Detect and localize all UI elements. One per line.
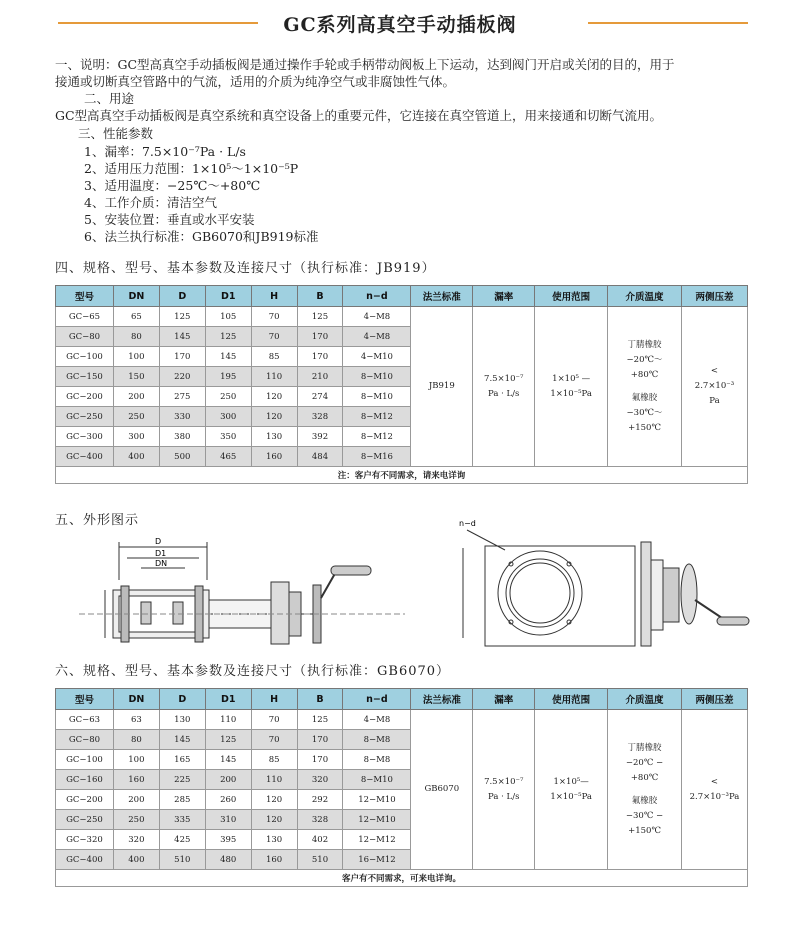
table-cell: 260 xyxy=(205,790,251,810)
table-cell: GC−63 xyxy=(56,710,114,730)
section-4-heading: 四、规格、型号、基本参数及连接尺寸（执行标准：JB919） xyxy=(55,261,436,276)
column-header: D xyxy=(159,689,205,710)
table-cell: 350 xyxy=(205,427,251,447)
intro-heading-3: 三、性能参数 xyxy=(78,126,154,141)
table-cell: 310 xyxy=(205,810,251,830)
column-header: DN xyxy=(113,286,159,307)
table-cell: 292 xyxy=(297,790,343,810)
table-note-row xyxy=(56,467,748,484)
temperature-cell xyxy=(608,307,682,467)
table-cell: 8−M10 xyxy=(343,770,411,790)
table-cell: 110 xyxy=(251,770,297,790)
table-header-row xyxy=(56,689,748,710)
table-note: 注：客户有不同需求，请来电详询 xyxy=(56,467,748,484)
cell-text: 7.5×10⁻⁷ xyxy=(484,776,524,787)
column-header: 漏率 xyxy=(473,689,535,710)
pressure-range-cell xyxy=(535,710,608,870)
column-header: 法兰标准 xyxy=(411,689,473,710)
column-header: 两侧压差 xyxy=(681,689,747,710)
table-cell: 425 xyxy=(159,830,205,850)
table-cell: 465 xyxy=(205,447,251,467)
cell-text: 丁腈橡胶 xyxy=(627,339,662,350)
column-header: D1 xyxy=(205,689,251,710)
table-cell: 70 xyxy=(251,710,297,730)
table-cell: 120 xyxy=(251,810,297,830)
cell-text: Pa · L/s xyxy=(488,388,520,399)
table-cell: 100 xyxy=(113,347,159,367)
table-cell: GC−80 xyxy=(56,730,114,750)
table-cell: GC−65 xyxy=(56,307,114,327)
table-cell: 130 xyxy=(159,710,205,730)
table-cell: GC−100 xyxy=(56,750,114,770)
flange-cell xyxy=(411,307,473,467)
table-cell: GC−320 xyxy=(56,830,114,850)
table-cell: 328 xyxy=(297,407,343,427)
table-cell: 300 xyxy=(113,427,159,447)
cell-text: 1×10⁻⁵Pa xyxy=(550,791,592,802)
table-cell: 125 xyxy=(205,730,251,750)
table-cell: 150 xyxy=(113,367,159,387)
table-cell: 250 xyxy=(205,387,251,407)
table-cell: 320 xyxy=(297,770,343,790)
table-cell: 484 xyxy=(297,447,343,467)
cell-text: 7.5×10⁻⁷ xyxy=(484,373,524,384)
table-cell: 170 xyxy=(297,730,343,750)
dim-label-d1: D1 xyxy=(155,549,167,558)
cell-text: Pa · L/s xyxy=(488,791,520,802)
table-cell: 12−M10 xyxy=(343,810,411,830)
table-cell: 275 xyxy=(159,387,205,407)
table-cell: 65 xyxy=(113,307,159,327)
spec-table-gb6070 xyxy=(55,688,748,887)
table-cell: GC−300 xyxy=(56,427,114,447)
column-header: H xyxy=(251,689,297,710)
table-cell: 8−M10 xyxy=(343,387,411,407)
table-cell: 500 xyxy=(159,447,205,467)
column-header: H xyxy=(251,286,297,307)
table-cell: 145 xyxy=(205,750,251,770)
table-cell: 85 xyxy=(251,347,297,367)
column-header: 两侧压差 xyxy=(681,286,747,307)
cell-text: 1×10⁻⁵Pa xyxy=(550,388,592,399)
table-cell: 130 xyxy=(251,830,297,850)
table-note: 客户有不同需求，可来电详询。 xyxy=(56,870,748,887)
table-cell: 510 xyxy=(297,850,343,870)
table-cell: 510 xyxy=(159,850,205,870)
column-header: D1 xyxy=(205,286,251,307)
table-cell: 480 xyxy=(205,850,251,870)
column-header: 法兰标准 xyxy=(411,286,473,307)
cell-text xyxy=(608,383,681,391)
table-cell: GC−400 xyxy=(56,447,114,467)
section-5-heading: 五、外形图示 xyxy=(55,513,140,528)
cell-text: +80℃ xyxy=(630,772,659,783)
intro-heading-2: 二、用途 xyxy=(84,91,135,106)
column-header: n−d xyxy=(343,689,411,710)
param-1: 1、漏率：7.5×10⁻⁷Pa · L/s xyxy=(84,144,246,159)
intro-line-3: GC型高真空手动插板阀是真空系统和真空设备上的重要元件，它连接在真空管道上，用来接通和切断气流用。 xyxy=(55,108,663,123)
table-cell: 8−M12 xyxy=(343,407,411,427)
table-cell: 328 xyxy=(297,810,343,830)
spec-table-jb919 xyxy=(55,285,748,484)
table-cell: 70 xyxy=(251,730,297,750)
cell-text: 氟橡胶 xyxy=(631,795,658,806)
table-cell: 125 xyxy=(205,327,251,347)
table-cell: 120 xyxy=(251,790,297,810)
table-cell: 300 xyxy=(205,407,251,427)
table-cell: 170 xyxy=(297,347,343,367)
table-cell: 335 xyxy=(159,810,205,830)
dim-label-nd: n−d xyxy=(459,519,476,528)
flange-cell xyxy=(411,710,473,870)
leak-rate-cell xyxy=(473,710,535,870)
cell-text: −30℃～ xyxy=(626,407,663,418)
column-header: D xyxy=(159,286,205,307)
table-cell: 8−M16 xyxy=(343,447,411,467)
table-cell: 160 xyxy=(113,770,159,790)
table-cell: GC−80 xyxy=(56,327,114,347)
cell-text: 氟橡胶 xyxy=(631,392,658,403)
table-cell: 285 xyxy=(159,790,205,810)
table-cell: 100 xyxy=(113,750,159,770)
column-header: 使用范围 xyxy=(535,286,608,307)
pressure-diff-cell xyxy=(681,710,747,870)
cell-text: 2.7×10⁻³Pa xyxy=(689,791,740,802)
table-cell: 220 xyxy=(159,367,205,387)
cell-text: +150℃ xyxy=(628,422,661,433)
table-cell: 125 xyxy=(297,307,343,327)
table-cell: 16−M12 xyxy=(343,850,411,870)
table-cell: 145 xyxy=(205,347,251,367)
table-cell: 200 xyxy=(205,770,251,790)
dim-label-d: D xyxy=(155,537,162,546)
pressure-diff-cell xyxy=(681,307,747,467)
param-2: 2、适用压力范围：1×10⁵～1×10⁻⁵P xyxy=(84,161,299,176)
table-cell: 330 xyxy=(159,407,205,427)
cell-text: Pa xyxy=(709,396,720,406)
cell-text: 1×10⁵— xyxy=(553,776,589,787)
leak-rate-cell xyxy=(473,307,535,467)
table-cell: 80 xyxy=(113,327,159,347)
cell-text: +150℃ xyxy=(628,825,661,836)
table-cell: 170 xyxy=(159,347,205,367)
table-cell: 195 xyxy=(205,367,251,387)
table-header-row xyxy=(56,286,748,307)
column-header: 介质温度 xyxy=(608,689,682,710)
table-cell: 165 xyxy=(159,750,205,770)
cell-text: 1×10⁵ — xyxy=(552,373,591,384)
table-cell: GC−160 xyxy=(56,770,114,790)
table-cell: 160 xyxy=(251,850,297,870)
table-cell: 110 xyxy=(251,367,297,387)
table-cell: 12−M10 xyxy=(343,790,411,810)
table-cell: 8−M12 xyxy=(343,427,411,447)
table-cell: 274 xyxy=(297,387,343,407)
table-cell: 85 xyxy=(251,750,297,770)
table-cell: 200 xyxy=(113,387,159,407)
column-header: DN xyxy=(113,689,159,710)
table-cell: GC−200 xyxy=(56,790,114,810)
section-6-heading: 六、规格、型号、基本参数及连接尺寸（执行标准：GB6070） xyxy=(55,664,451,679)
table-note-row xyxy=(56,870,748,887)
table-cell: 63 xyxy=(113,710,159,730)
cell-text: −20℃～ xyxy=(626,354,663,365)
table-cell: 12−M12 xyxy=(343,830,411,850)
cell-text: −20℃ − xyxy=(625,757,664,768)
table-cell: 125 xyxy=(159,307,205,327)
table-cell: GC−250 xyxy=(56,407,114,427)
page-title: GC系列高真空手动插板阀 xyxy=(283,14,517,36)
table-cell: 170 xyxy=(297,327,343,347)
table-cell: GC−400 xyxy=(56,850,114,870)
table-cell: 105 xyxy=(205,307,251,327)
param-5: 5、安装位置：垂直或水平安装 xyxy=(84,212,255,227)
table-cell: GC−250 xyxy=(56,810,114,830)
table-cell: 80 xyxy=(113,730,159,750)
table-cell: 210 xyxy=(297,367,343,387)
table-cell: 250 xyxy=(113,810,159,830)
table-cell: 70 xyxy=(251,307,297,327)
param-6: 6、法兰执行标准：GB6070和JB919标准 xyxy=(84,229,319,244)
table-cell: 200 xyxy=(113,790,159,810)
param-3: 3、适用温度：−25℃～+80℃ xyxy=(84,178,261,193)
cell-text: +80℃ xyxy=(630,369,659,380)
table-cell: 380 xyxy=(159,427,205,447)
cell-text: < xyxy=(710,776,719,787)
table-cell: 8−M8 xyxy=(343,750,411,770)
table-cell: 400 xyxy=(113,447,159,467)
cell-text: 2.7×10⁻³ xyxy=(694,381,735,391)
column-header: 型号 xyxy=(56,286,114,307)
cell-text xyxy=(608,786,681,794)
table-cell: 320 xyxy=(113,830,159,850)
table-cell: 110 xyxy=(205,710,251,730)
column-header: B xyxy=(297,689,343,710)
table-cell: 250 xyxy=(113,407,159,427)
cell-text: −30℃ − xyxy=(625,810,664,821)
table-cell: 120 xyxy=(251,387,297,407)
side-view-drawing xyxy=(75,530,405,650)
column-header: 使用范围 xyxy=(535,689,608,710)
table-cell: 402 xyxy=(297,830,343,850)
table-cell: 120 xyxy=(251,407,297,427)
table-cell: GC−200 xyxy=(56,387,114,407)
table-cell: 395 xyxy=(205,830,251,850)
column-header: n−d xyxy=(343,286,411,307)
table-cell: 8−M8 xyxy=(343,730,411,750)
param-4: 4、工作介质：清洁空气 xyxy=(84,195,217,210)
table-cell: 70 xyxy=(251,327,297,347)
table-cell: GC−150 xyxy=(56,367,114,387)
cell-text: 丁腈橡胶 xyxy=(627,742,662,753)
temperature-cell xyxy=(608,710,682,870)
column-header: 型号 xyxy=(56,689,114,710)
table-cell: 4−M10 xyxy=(343,347,411,367)
table-cell: 125 xyxy=(297,710,343,730)
front-view-drawing xyxy=(455,510,755,650)
dim-label-dn: DN xyxy=(155,559,168,568)
table-cell: GC−100 xyxy=(56,347,114,367)
table-row xyxy=(56,710,748,730)
table-cell: 392 xyxy=(297,427,343,447)
table-cell: 170 xyxy=(297,750,343,770)
column-header: 漏率 xyxy=(473,286,535,307)
intro-line-1: 一、说明：GC型高真空手动插板阀是通过操作手轮或手柄带动阀板上下运动，达到阀门开启或关闭的目的，用于 xyxy=(55,57,675,72)
title-bar xyxy=(0,10,800,36)
table-cell: 145 xyxy=(159,730,205,750)
table-cell: 4−M8 xyxy=(343,710,411,730)
column-header: 介质温度 xyxy=(608,286,682,307)
cell-text: < xyxy=(710,366,719,376)
cell-text: GB6070 xyxy=(424,784,460,794)
intro-line-2: 接通或切断真空管路中的气流，适用的介质为纯净空气或非腐蚀性气体。 xyxy=(55,74,456,89)
table-cell: 4−M8 xyxy=(343,327,411,347)
cell-text: JB919 xyxy=(428,381,455,391)
table-cell: 4−M8 xyxy=(343,307,411,327)
table-cell: 400 xyxy=(113,850,159,870)
table-row xyxy=(56,307,748,327)
table-cell: 145 xyxy=(159,327,205,347)
pressure-range-cell xyxy=(535,307,608,467)
table-cell: 130 xyxy=(251,427,297,447)
table-cell: 225 xyxy=(159,770,205,790)
column-header: B xyxy=(297,286,343,307)
table-cell: 160 xyxy=(251,447,297,467)
table-cell: 8−M10 xyxy=(343,367,411,387)
